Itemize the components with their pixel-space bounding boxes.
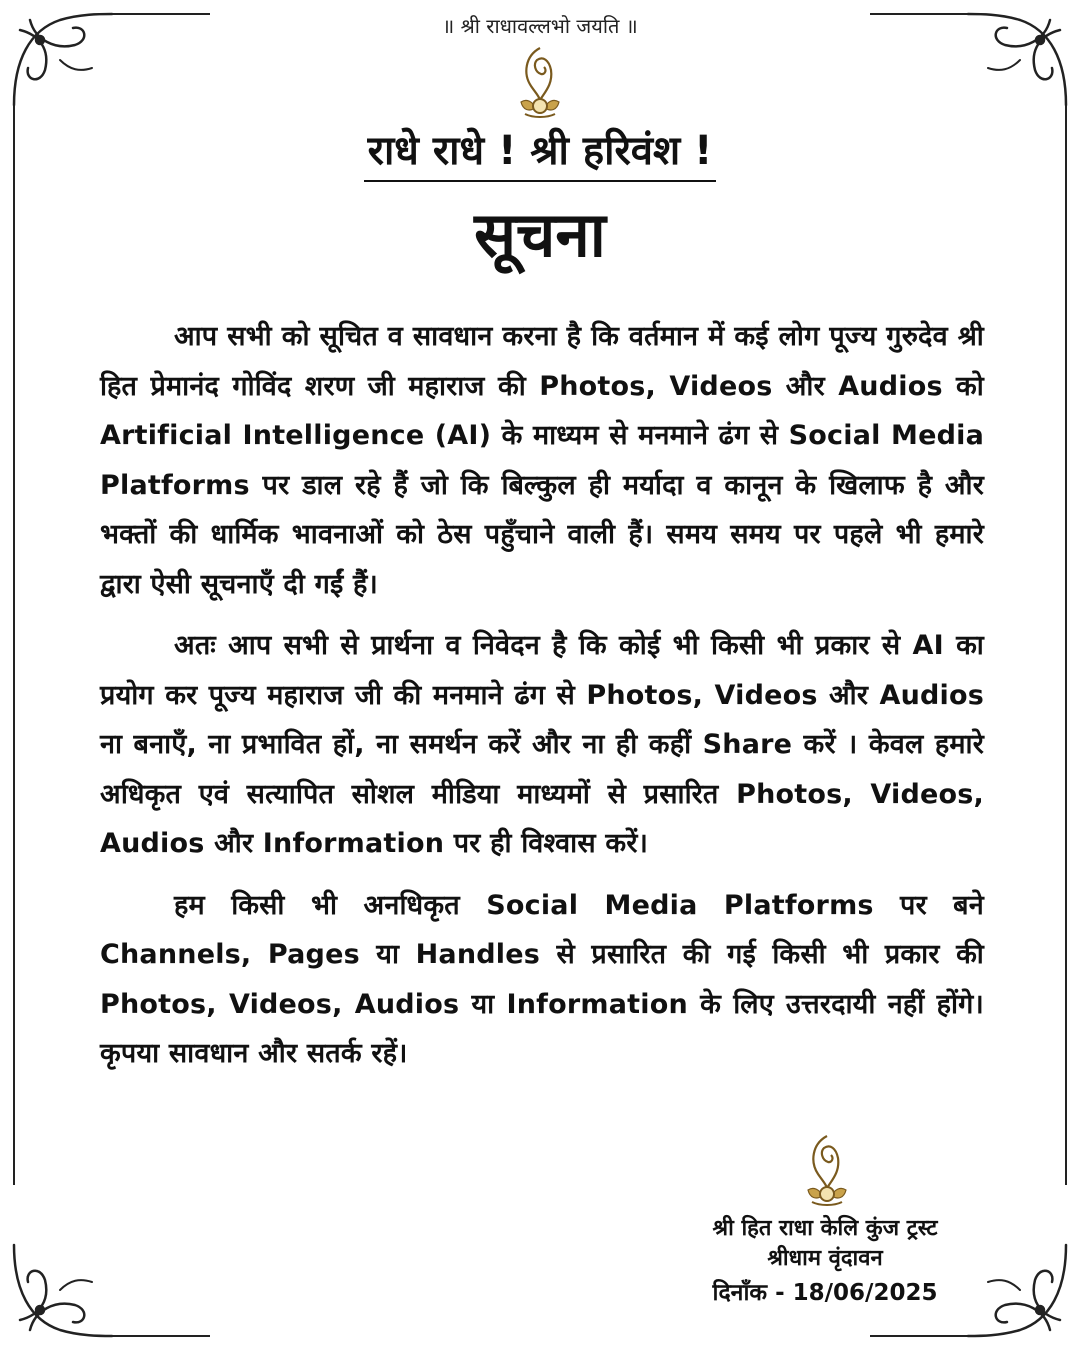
paragraph-3: हम किसी भी अनधिकृत Social Media Platforms पर बने Channels, Pages या Handles से प्रसारित की गई किसी भी प्रकार की Photos, Videos, Audios या Information के लिए उत्तरदायी नहीं होंगे। कृपया सावधान और सतर्क रहें। <box>100 889 984 1069</box>
notice-body <box>100 312 984 1091</box>
signature-place: श्रीधाम वृंदावन <box>767 1246 883 1271</box>
invocation-line: ॥ श्री राधावल्लभो जयति ॥ <box>442 14 638 38</box>
notice-heading: सूचना <box>474 198 606 271</box>
lotus-paisley-emblem-icon <box>802 1132 852 1208</box>
greeting-text: राधे राधे ! श्री हरिवंश ! <box>364 128 717 182</box>
paragraph-2: अतः आप सभी से प्रार्थना व निवेदन है कि कोई भी किसी भी प्रकार से AI का प्रयोग कर पूज्य महाराज जी की मनमाने ढंग से Photos, Videos और Audios ना बनाएँ, ना प्रभावित हों, ना समर्थन करें और ना ही कहीं Share करें । केवल हमारे अधिकृत एवं सत्यापित सोशल मीडिया माध्यमों से प्रसारित Photos, Videos, Audios और Information पर ही विश्वास करें। <box>100 630 984 859</box>
signature-date: दिनाँक - 18/06/2025 <box>712 1280 938 1306</box>
greeting-title <box>0 128 1080 182</box>
signature-block <box>640 1214 1010 1308</box>
corner-flourish-icon <box>14 1245 112 1336</box>
lotus-paisley-emblem-icon <box>515 44 565 120</box>
signature-org: श्री हित राधा केलि कुंज ट्रस्ट <box>712 1216 938 1241</box>
paragraph-1: आप सभी को सूचित व सावधान करना है कि वर्तमान में कई लोग पूज्य गुरुदेव श्री हित प्रेमानंद गोविंद शरण जी महाराज की Photos, Videos और Audios को Artificial Intelligence (AI) के माध्यम से मनमाने ढंग से Social Media Platforms पर डाल रहे हैं जो कि बिल्कुल ही मर्यादा व कानून के खिलाफ है और भक्तों की धार्मिक भावनाओं को ठेस पहुँचाने वाली हैं। समय समय पर पहले भी हमारे द्वारा ऐसी सूचनाएँ दी गईं हैं। <box>100 321 984 600</box>
